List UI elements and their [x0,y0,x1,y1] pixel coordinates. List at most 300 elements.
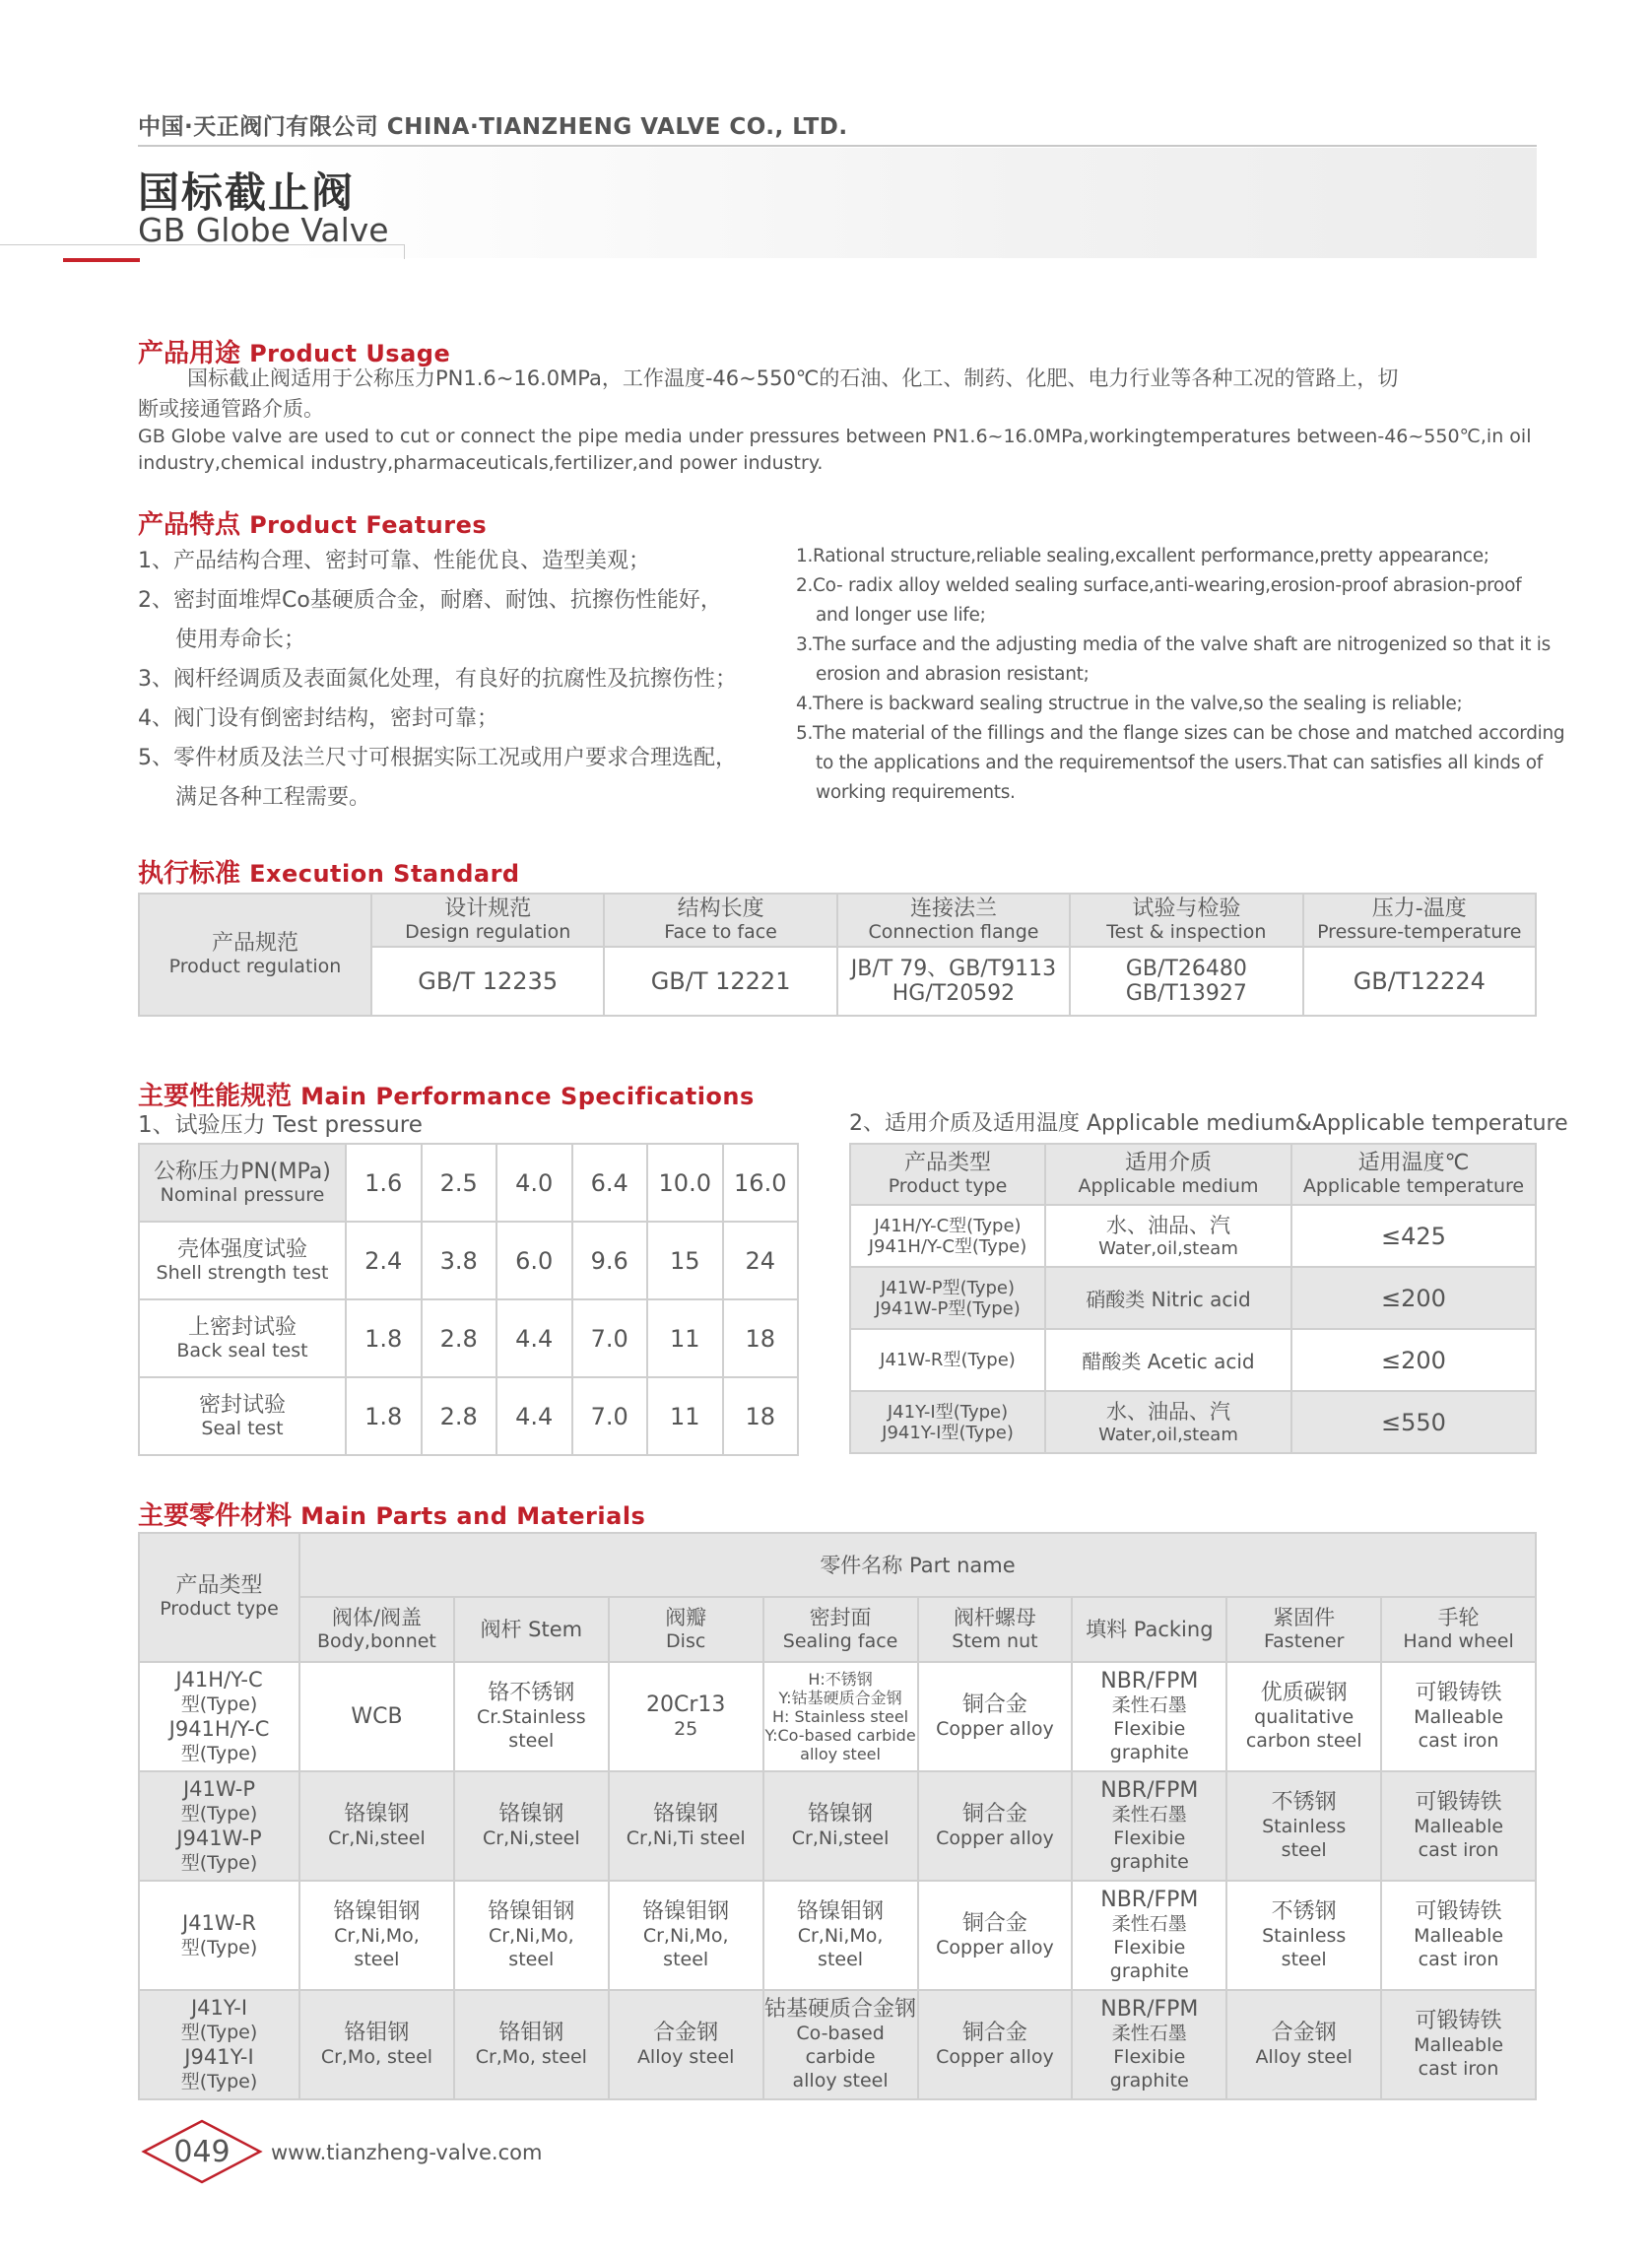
product-type-line: 型(Type) [180,1693,258,1715]
materials-row [139,1881,1536,1990]
feature-cn-item: 3、阀杆经调质及表面氮化处理，有良好的抗腐性及抗擦伤性； [138,667,737,692]
part-name-cn: 阀体/阀盖 [331,1606,422,1629]
pressure-value: 10.0 [647,1144,723,1222]
standard-value-text: GB/T26480 [1125,957,1247,981]
material-text: 可锻铸铁 [1415,1898,1502,1924]
medium-header-en: Applicable temperature [1302,1175,1525,1197]
medium-type [850,1391,1045,1453]
material-text: steel [508,1729,555,1752]
standard-table [138,893,1537,1017]
medium-temp: ≤200 [1291,1267,1536,1329]
medium-header-en: Product type [888,1175,1008,1197]
feature-en-item: erosion and abrasion resistant; [816,664,1090,685]
feature-en-item: 3.The surface and the adjusting media of the valve shaft are nitrogenized so that it is [796,634,1551,655]
material-text: Flexibie [1113,1936,1186,1958]
pressure-value: 2.4 [346,1222,422,1299]
company-header: 中国·天正阀门有限公司 CHINA·TIANZHENG VALVE CO., LTD. [138,114,848,140]
medium-en: Water,oil,steam [1098,1424,1238,1445]
material-text: Cr,Ni,steel [328,1826,426,1849]
material-cell [918,1881,1073,1990]
medium-cn: 水、油品、汽 [1106,1399,1230,1424]
materials-part-col [763,1597,918,1662]
usage-text-cn-line1: 国标截止阀适用于公称压力PN1.6~16.0MPa，工作温度-46~550℃的石油、化工、制药、化肥、电力行业等各种工况的管路上，切 [187,366,1399,390]
product-type-line: 型(Type) [180,1851,258,1874]
standard-col-header [1303,894,1536,947]
medium-value [1045,1267,1291,1329]
material-text: H: Stainless steel [772,1707,909,1726]
part-name-en: Body,bonnet [316,1630,436,1652]
materials-part-col [1381,1597,1536,1662]
medium-cn: 硝酸类 Nitric acid [1086,1288,1251,1311]
material-cell [1072,1881,1226,1990]
pressure-value: 18 [723,1377,799,1455]
material-text: qualitative [1254,1705,1355,1728]
pressure-row-label [139,1144,346,1222]
material-cell [918,1771,1073,1881]
material-text: Copper alloy [936,1936,1054,1958]
materials-product-type [139,1662,299,1771]
medium-table [849,1143,1537,1454]
pressure-label-en: Shell strength test [156,1261,329,1284]
material-text: Flexibie [1113,2045,1186,2068]
medium-value [1045,1205,1291,1267]
standard-col-en: Face to face [664,921,777,943]
material-text: H:不锈钢 [808,1670,873,1689]
standard-col-en: Test & inspection [1106,921,1267,943]
material-text: 20Cr13 [645,1692,726,1717]
material-cell [763,1771,918,1881]
materials-type-header-cn: 产品类型 [175,1573,263,1598]
material-text: 铜合金 [961,2020,1027,2045]
title-accent-line [63,258,140,262]
page-title-cn: 国标截止阀 [138,168,356,217]
material-text: 铬钼钢 [344,2020,410,2045]
material-text: 铬镍钢 [653,1801,719,1826]
material-cell [1381,1771,1536,1881]
part-name-en: Hand wheel [1403,1630,1514,1652]
material-cell [454,1771,609,1881]
standard-col-header [371,894,604,947]
material-cell [454,1662,609,1771]
medium-type [850,1329,1045,1391]
feature-cn-item: 1、产品结构合理、密封可靠、性能优良、造型美观； [138,549,650,573]
part-name-cn: 阀杆 Stem [480,1617,583,1641]
material-text: Cr,Ni,Mo, [642,1924,729,1947]
material-text: Cr,Ni,steel [791,1826,890,1849]
part-name-cn: 密封面 [809,1606,872,1629]
performance-title-en: Main Performance Specifications [300,1083,755,1110]
page-number: 049 [173,2135,231,2169]
medium-cn: 水、油品、汽 [1106,1213,1230,1237]
material-cell [1381,1662,1536,1771]
standard-col-header [1070,894,1302,947]
medium-type [850,1205,1045,1267]
features-list-en [796,542,1565,808]
material-text: 铬镍钼钢 [642,1898,730,1924]
material-text: NBR/FPM [1100,1996,1199,2022]
material-text: 钴基硬质合金钢 [764,1996,917,2022]
product-type-line: J41W-R [182,1910,256,1935]
medium-type-line: J941H/Y-C型(Type) [868,1235,1027,1257]
material-text: 柔性石墨 [1111,2022,1187,2044]
usage-text-cn-line2: 断或接通管路介质。 [138,397,324,421]
materials-part-col [918,1597,1073,1662]
pressure-subtitle: 1、试验压力 Test pressure [138,1112,423,1138]
standard-value [1070,947,1302,1016]
material-text: carbon steel [1245,1729,1362,1752]
product-type-line: 型(Type) [180,1936,258,1958]
material-text: alloy steel [792,2069,889,2091]
pressure-row-label [139,1377,346,1455]
feature-en-item: 2.Co- radix alloy welded sealing surface,anti-wearing,erosion-proof abrasion-proof [796,575,1522,596]
medium-type-line: J941W-P型(Type) [875,1297,1021,1319]
pressure-label-cn: 公称压力PN(MPa) [154,1159,331,1184]
material-text: 不锈钢 [1271,1789,1337,1815]
materials-part-col [299,1597,454,1662]
material-cell [1072,1771,1226,1881]
product-type-line: J41H/Y-C [175,1667,263,1692]
material-cell [763,1662,918,1771]
part-name-cn: 填料 Packing [1086,1617,1214,1641]
medium-temp: ≤200 [1291,1329,1536,1391]
pressure-value: 1.8 [346,1377,422,1455]
standard-col-header [604,894,836,947]
product-type-line: 型(Type) [180,2021,258,2043]
material-cell [1226,1990,1381,2099]
performance-title-cn: 主要性能规范 [138,1082,293,1111]
standard-col-en: Pressure-temperature [1317,921,1522,943]
medium-type-line: J41W-R型(Type) [880,1350,1016,1370]
page-title-en: GB Globe Valve [138,211,389,249]
pressure-row-label [139,1299,346,1377]
standard-col-header [837,894,1070,947]
part-name-cn: 阀杆螺母 [953,1606,1036,1629]
material-text: 柔性石墨 [1111,1693,1187,1716]
medium-header-cn: 产品类型 [903,1151,991,1175]
material-text: Alloy steel [1255,2045,1353,2068]
pressure-value: 2.5 [422,1144,497,1222]
medium-header-en: Applicable medium [1078,1175,1259,1197]
material-text: Stainless [1262,1924,1347,1947]
material-text: graphite [1109,1850,1189,1873]
material-text: Malleable [1414,1815,1504,1837]
material-text: 25 [674,1717,698,1740]
medium-col-header [1045,1144,1291,1205]
part-name-cn: 手轮 [1437,1606,1480,1629]
standard-value [604,947,836,1016]
pressure-value: 16.0 [723,1144,799,1222]
material-text: 铜合金 [961,1910,1027,1936]
material-text: 铬镍钢 [498,1801,564,1826]
material-text: Stainless [1262,1815,1347,1837]
materials-row [139,1662,1536,1771]
part-name-cn: 紧固件 [1273,1606,1336,1629]
material-text: steel [354,1948,400,1970]
material-text: 不锈钢 [1271,1898,1337,1924]
material-text: 铜合金 [961,1692,1027,1717]
materials-table [138,1532,1537,2100]
pressure-value: 2.8 [422,1377,497,1455]
material-text: Co-based [796,2022,885,2044]
material-text: Cr,Ni,Ti steel [626,1826,746,1849]
part-name-en: Stem nut [952,1630,1038,1652]
material-cell [299,1662,454,1771]
material-text: 铬镍钼钢 [488,1898,575,1924]
standard-value-text: GB/T 12235 [418,967,559,995]
header-band [286,148,1537,258]
material-text: NBR/FPM [1100,1887,1199,1912]
material-text: steel [818,1948,864,1970]
material-text: Copper alloy [936,1826,1054,1849]
material-text: steel [1281,1838,1327,1861]
material-text: 铬镍钢 [344,1801,410,1826]
product-type-line: J941W-P [176,1826,262,1850]
product-type-line: J41W-P [182,1776,256,1801]
standard-col-cn: 连接法兰 [909,896,997,921]
usage-title-cn: 产品用途 [138,339,241,368]
feature-en-item: and longer use life; [816,605,986,626]
pressure-label-cn: 上密封试验 [187,1314,297,1340]
material-text: 合金钢 [653,2020,719,2045]
pressure-label-en: Seal test [201,1417,284,1439]
feature-cn-item: 4、阀门设有倒密封结构，密封可靠； [138,706,498,731]
medium-type-line: J41Y-I型(Type) [887,1401,1009,1423]
part-name-en: Fastener [1263,1630,1345,1652]
feature-cn-item: 使用寿命长； [175,628,306,652]
medium-type-line: J41W-P型(Type) [880,1277,1016,1298]
features-section-title [138,504,487,541]
pressure-value: 1.8 [346,1299,422,1377]
title-frame [0,244,405,259]
usage-text-en [138,424,1547,477]
standard-title-cn: 执行标准 [138,859,241,889]
features-title-cn: 产品特点 [138,510,241,540]
standard-value [1303,947,1536,1016]
material-text: 柔性石墨 [1111,1803,1187,1826]
features-title-en: Product Features [249,511,488,539]
medium-col-header [1291,1144,1536,1205]
material-cell [299,1881,454,1990]
pressure-label-cn: 密封试验 [198,1392,286,1418]
material-cell [609,1990,763,2099]
material-text: graphite [1109,1741,1189,1763]
materials-product-type [139,1990,299,2099]
product-type-line: J41Y-I [190,1995,248,2020]
material-text: 合金钢 [1271,2020,1337,2045]
material-text: alloy steel [800,1745,881,1763]
pressure-value: 11 [647,1377,723,1455]
footer-url: www.tianzheng-valve.com [271,2141,543,2164]
material-text: Flexibie [1113,1717,1186,1740]
pressure-value: 15 [647,1222,723,1299]
standard-col-en: Connection flange [868,921,1039,943]
material-text: 铬镍钼钢 [333,1898,421,1924]
materials-title-en: Main Parts and Materials [300,1502,646,1530]
material-cell [1381,1990,1536,2099]
standard-row-label-cn: 产品规范 [211,931,298,956]
material-text: cast iron [1418,2057,1499,2080]
materials-product-type [139,1771,299,1881]
standard-value [837,947,1070,1016]
material-text: Cr,Ni,Mo, [797,1924,884,1947]
feature-cn-item: 2、密封面堆焊Co基硬质合金，耐磨、耐蚀、抗擦伤性能好， [138,588,722,613]
material-text: cast iron [1418,1729,1499,1752]
medium-temp: ≤425 [1291,1205,1536,1267]
material-text: 铬钼钢 [498,2020,564,2045]
product-type-line: 型(Type) [180,2070,258,2092]
materials-part-col [1072,1597,1226,1662]
standard-col-cn: 试验与检验 [1132,896,1241,921]
material-text: cast iron [1418,1838,1499,1861]
header-rule [138,145,1537,147]
pressure-value: 4.4 [496,1299,572,1377]
material-cell [454,1881,609,1990]
feature-en-item: 1.Rational structure,reliable sealing,excallent performance,pretty appearance; [796,546,1489,566]
standard-col-cn: 压力-温度 [1371,896,1467,921]
medium-cn: 醋酸类 Acetic acid [1082,1350,1255,1373]
usage-text-cn [138,364,1547,425]
product-type-line: 型(Type) [180,1742,258,1764]
material-text: Y:Co-based carbide [764,1726,916,1745]
material-text: Malleable [1414,1924,1504,1947]
material-cell [763,1881,918,1990]
pressure-value: 11 [647,1299,723,1377]
standard-value [371,947,604,1016]
standard-row-label-en: Product regulation [168,956,342,977]
standard-value-text: GB/T12224 [1353,967,1486,995]
feature-en-item: 4.There is backward sealing structrue in the valve,so the sealing is reliable; [796,694,1463,714]
standard-section-title [138,853,520,890]
material-text: steel [1281,1948,1327,1970]
part-name-en: Disc [666,1630,706,1652]
pressure-value: 18 [723,1299,799,1377]
part-name-en: Sealing face [782,1630,898,1652]
material-text: cast iron [1418,1948,1499,1970]
material-text: carbide [805,2045,876,2068]
material-text: WCB [351,1703,403,1729]
material-cell [1072,1662,1226,1771]
features-list-cn [138,542,778,818]
feature-en-item: to the applications and the requirementsof the users.That can satisfies all kinds of [816,753,1543,773]
materials-type-header [139,1533,299,1662]
material-cell [609,1881,763,1990]
material-text: 优质碳钢 [1260,1680,1348,1705]
medium-value [1045,1329,1291,1391]
feature-cn-item: 5、零件材质及法兰尺寸可根据实际工况或用户要求合理选配， [138,746,737,770]
material-text: NBR/FPM [1100,1777,1199,1803]
material-text: 可锻铸铁 [1415,2008,1502,2033]
material-cell [1226,1881,1381,1990]
material-text: graphite [1109,2069,1189,2091]
pressure-label-en: Back seal test [176,1339,308,1361]
product-type-line: J941Y-I [184,2044,254,2069]
standard-value-text: GB/T 12221 [650,967,791,995]
materials-row [139,1771,1536,1881]
materials-part-col [454,1597,609,1662]
material-text: Cr,Ni,Mo, [488,1924,574,1947]
standard-value-text-2: GB/T13927 [1125,981,1247,1006]
material-text: steel [508,1948,555,1970]
material-text: Copper alloy [936,1717,1054,1740]
material-cell [1226,1662,1381,1771]
material-text: 铬不锈钢 [488,1680,575,1705]
medium-temp: ≤550 [1291,1391,1536,1453]
material-text: graphite [1109,1959,1189,1982]
material-cell [1381,1881,1536,1990]
material-cell [1072,1990,1226,2099]
material-text: Malleable [1414,2033,1504,2056]
medium-col-header [850,1144,1045,1205]
materials-part-header [299,1533,1536,1597]
material-cell [299,1990,454,2099]
material-text: Y:钴基硬质合金钢 [778,1689,902,1707]
material-cell [454,1990,609,2099]
standard-value-text-2: HG/T20592 [892,981,1016,1006]
pressure-table [138,1143,799,1456]
material-cell [299,1771,454,1881]
material-cell [1226,1771,1381,1881]
pressure-row-label [139,1222,346,1299]
standard-title-en: Execution Standard [249,860,520,888]
pressure-value: 7.0 [572,1377,648,1455]
material-text: Alloy steel [636,2045,735,2068]
material-text: 铜合金 [961,1801,1027,1826]
medium-value [1045,1391,1291,1453]
pressure-label-cn: 壳体强度试验 [176,1236,307,1262]
standard-col-en: Design regulation [405,921,571,943]
material-cell [609,1771,763,1881]
material-text: Malleable [1414,1705,1504,1728]
product-type-line: 型(Type) [180,1802,258,1825]
pressure-value: 2.8 [422,1299,497,1377]
material-cell [763,1990,918,2099]
feature-cn-item: 满足各种工程需要。 [175,785,371,810]
medium-header-cn: 适用介质 [1124,1151,1212,1175]
medium-type-line: J41H/Y-C型(Type) [874,1215,1022,1236]
material-text: Flexibie [1113,1826,1186,1849]
usage-title-en: Product Usage [249,340,451,367]
material-text: 铬镍钢 [808,1801,874,1826]
medium-en: Water,oil,steam [1098,1237,1238,1259]
usage-text-en-line1: GB Globe valve are used to cut or connect the pipe media under pressures between PN1.6~16.0MPa,workingtemperatures between-46~550℃,in oil [138,426,1532,447]
material-cell [609,1662,763,1771]
standard-row-label [139,894,371,1016]
feature-en-item: 5.The material of the fillings and the flange sizes can be chose and matched according [796,723,1565,744]
medium-type-line: J941Y-I型(Type) [882,1422,1014,1443]
materials-part-col [609,1597,763,1662]
standard-value-text: JB/T 79、GB/T9113 [850,957,1057,981]
material-text: Cr,Ni,steel [482,1826,580,1849]
medium-header-cn: 适用温度℃ [1357,1151,1470,1175]
material-text: 可锻铸铁 [1415,1789,1502,1815]
standard-col-cn: 结构长度 [677,896,764,921]
pressure-value: 9.6 [572,1222,648,1299]
materials-parts-row [139,1597,1536,1662]
materials-part-header-text: 零件名称 Part name [820,1553,1016,1577]
materials-type-header-en: Product type [160,1598,279,1620]
pressure-value: 3.8 [422,1222,497,1299]
material-text: 可锻铸铁 [1415,1680,1502,1705]
pressure-value: 7.0 [572,1299,648,1377]
materials-product-type [139,1881,299,1990]
materials-section-title [138,1495,645,1532]
pressure-value: 6.0 [496,1222,572,1299]
material-text: Cr,Mo, steel [320,2045,433,2068]
materials-title-cn: 主要零件材料 [138,1501,293,1531]
pressure-value: 6.4 [572,1144,648,1222]
pressure-value: 4.0 [496,1144,572,1222]
material-text: 柔性石墨 [1111,1912,1187,1935]
